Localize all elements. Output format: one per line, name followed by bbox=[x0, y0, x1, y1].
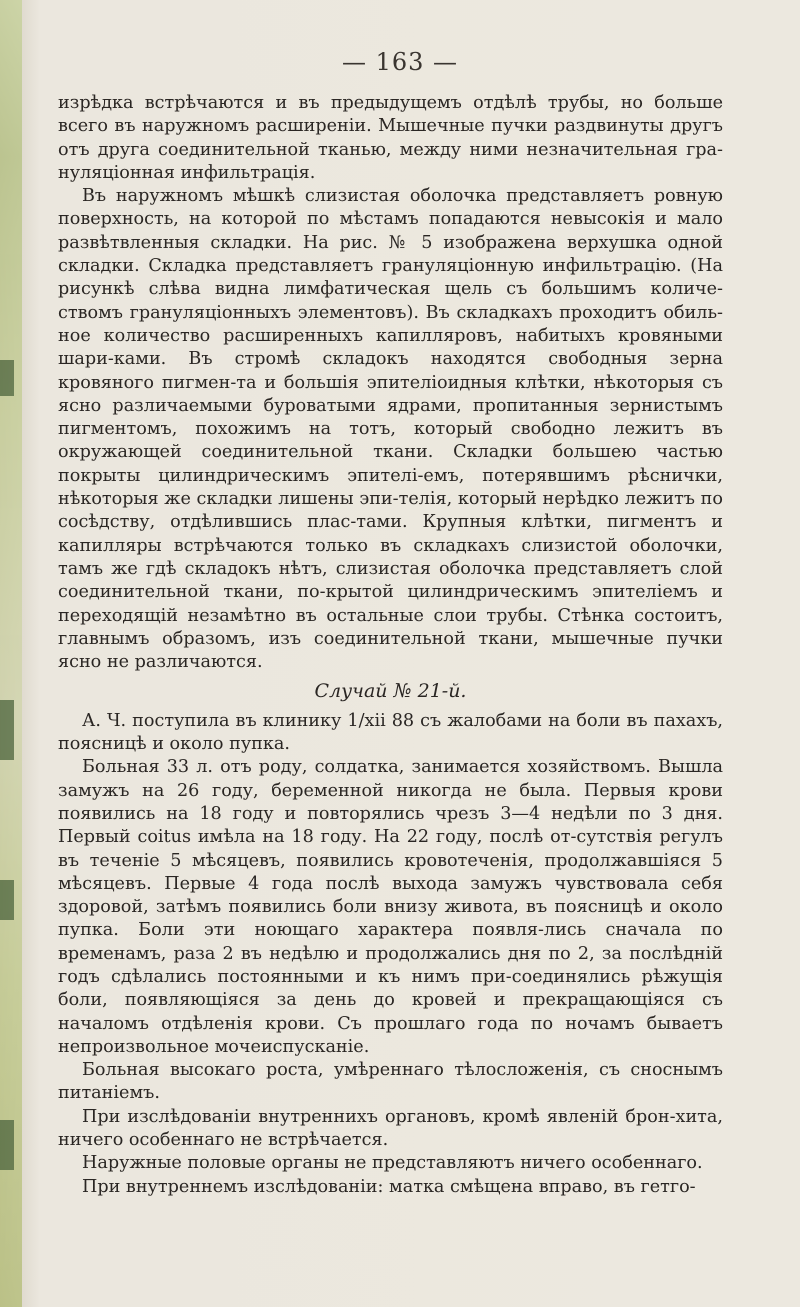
page-number: — 163 — bbox=[341, 48, 459, 76]
paragraph: Наружные половые органы не представляютъ ничего особеннаго. bbox=[82, 1153, 703, 1174]
binding-mark bbox=[0, 880, 14, 920]
paragraph: Въ наружномъ мѣшкѣ слизистая оболочка представляетъ ровную поверхность, на которой по мѣстамъ попадаются невысокія и мало развѣтвленныя складки. На рис. № 5 изображена верхушка одной складки. Складка представляетъ грануляціонную инфильтрацію. (На рисункѣ слѣва видна лимфатическая щель съ большимъ количе-ствомъ грануляціонныхъ элементовъ). Въ складкахъ проходитъ обиль-ное количество расширенныхъ капилляровъ, набитыхъ кровяными шари-ками. Въ стромѣ складокъ находятся свободныя зерна кровяного пигмен-та и большія эпителіоидныя клѣтки, нѣкоторыя съ ясно различаемыми буроватыми ядрами, пропитанныя зернистымъ пигментомъ, похожимъ на тотъ, который свободно лежитъ въ окружающей соединительной ткани. Складки большею частью покрыты цилиндрическимъ эпителі-емъ, потерявшимъ рѣснички, нѣкоторыя же складки лишены эпи-телія, который нерѣдко лежитъ по сосѣдству, отдѣлившись плас-тами. Крупныя клѣтки, пигментъ и капилляры встрѣчаются только въ складкахъ слизистой оболочки, тамъ же гдѣ складокъ нѣтъ, слизистая оболочка представляетъ слой соединительной ткани, по-крытой цилиндрическимъ эпителіемъ и переходящій незамѣтно въ остальные слои трубы. Стѣнка состоитъ, главнымъ образомъ, изъ соединительной ткани, мышечные пучки ясно не различаются. bbox=[58, 186, 723, 673]
binding-edge bbox=[0, 0, 22, 1307]
case-heading: Случай № 21-й. bbox=[314, 680, 467, 703]
body-text bbox=[58, 92, 723, 1199]
paragraph: Больная высокаго роста, умѣреннаго тѣлосложенія, съ сноснымъ питаніемъ. bbox=[58, 1060, 723, 1104]
paragraph: При изслѣдованіи внутреннихъ органовъ, кромѣ явленій брон-хита, ничего особеннаго не встрѣчается. bbox=[58, 1106, 723, 1151]
paragraph: Больная 33 л. отъ роду, солдатка, занимается хозяйствомъ. Вышла замужъ на 26 году, беременной никогда не была. Первыя крови появились на 18 году и повторялись чрезъ 3—4 недѣли по 3 дня. Первый coitus имѣла на 18 году. На 22 году, послѣ от-сутствія регулъ въ теченіе 5 мѣсяцевъ, появились кровотеченія, продолжавшіяся 5 мѣсяцевъ. Первые 4 года послѣ выхода замужъ чувствовала себя здоровой, затѣмъ появились боли внизу живота, въ поясницѣ и около пупка. Боли эти ноющаго характера появля-лись сначала по временамъ, раза 2 въ недѣлю и продолжались дня по 2, за послѣдній годъ сдѣлались постоянными и къ нимъ при-соединялись рѣжущія боли, появляющіяся за день до кровей и прекращающіяся съ началомъ отдѣленія крови. Съ прошлаго года по ночамъ бываетъ непроизвольное мочеиспусканіе. bbox=[58, 757, 723, 1057]
paragraph: При внутреннемъ изслѣдованіи: матка смѣщена вправо, въ гетго- bbox=[82, 1176, 696, 1197]
paragraph: А. Ч. поступила въ клинику 1/xii 88 съ жалобами на боли въ пахахъ, поясницѣ и около пупка. bbox=[58, 710, 723, 755]
binding-mark bbox=[0, 1120, 14, 1170]
binding-mark bbox=[0, 700, 14, 760]
binding-mark bbox=[0, 360, 14, 396]
paragraph: изрѣдка встрѣчаются и въ предыдущемъ отдѣлѣ трубы, но больше всего въ наружномъ расширеніи. Мышечные пучки раздвинуты другъ отъ друга соединительной тканью, между ними незначительная гра-нуляціонная инфильтрація. bbox=[58, 93, 723, 183]
